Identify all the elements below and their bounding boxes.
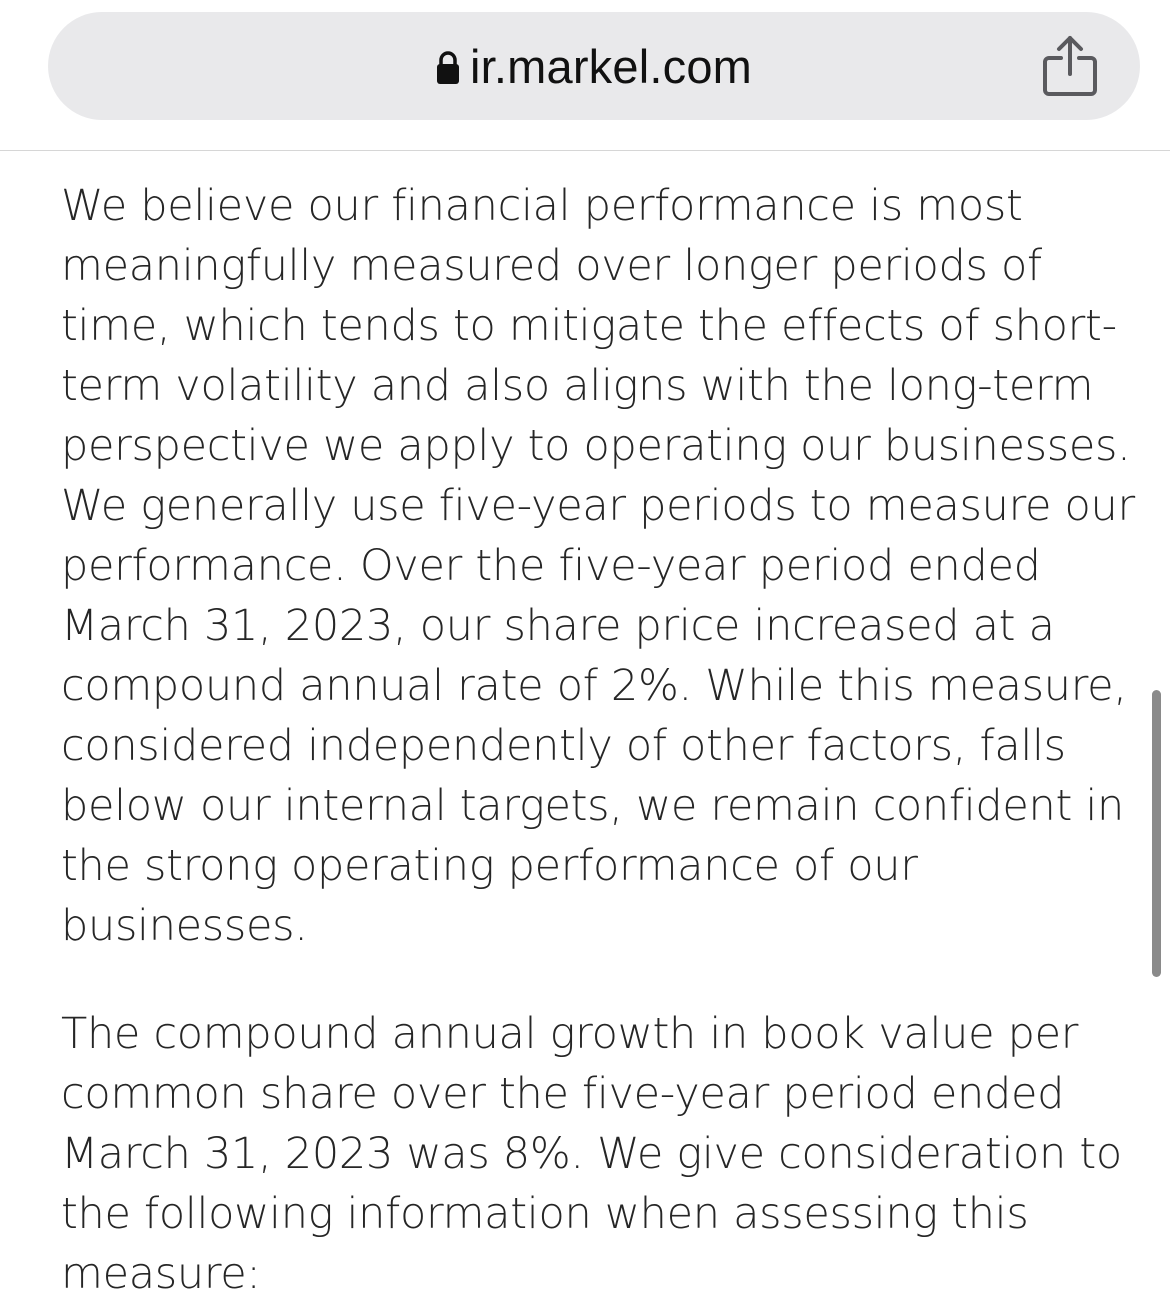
share-icon[interactable] [1040,34,1100,98]
scrollbar-thumb[interactable] [1152,690,1161,977]
lock-icon [436,51,460,85]
article-body [61,176,1141,1304]
paragraph-share-price: We believe our financial performance is most meaningfully measured over longer periods of time, which tends to mitigate the effects of short-term volatility and also aligns with the long-term perspective we apply to operating our businesses. We generally use five-year periods to measure our performance. Over the five-year period ended March 31, 2023, our share price increased at a compound annual rate of 2%. While this measure, considered independently of other factors, falls below our internal targets, we remain confident in the strong operating performance of our businesses. [61,181,1135,951]
url-display[interactable] [48,12,1140,120]
browser-toolbar [0,0,1170,151]
address-bar[interactable] [48,12,1140,120]
paragraph-book-value: The compound annual growth in book value per common share over the five-year period ended March 31, 2023 was 8%. We give consideration to the following information when assessing this measure: [61,1009,1122,1299]
url-text: ir.markel.com [469,39,753,93]
